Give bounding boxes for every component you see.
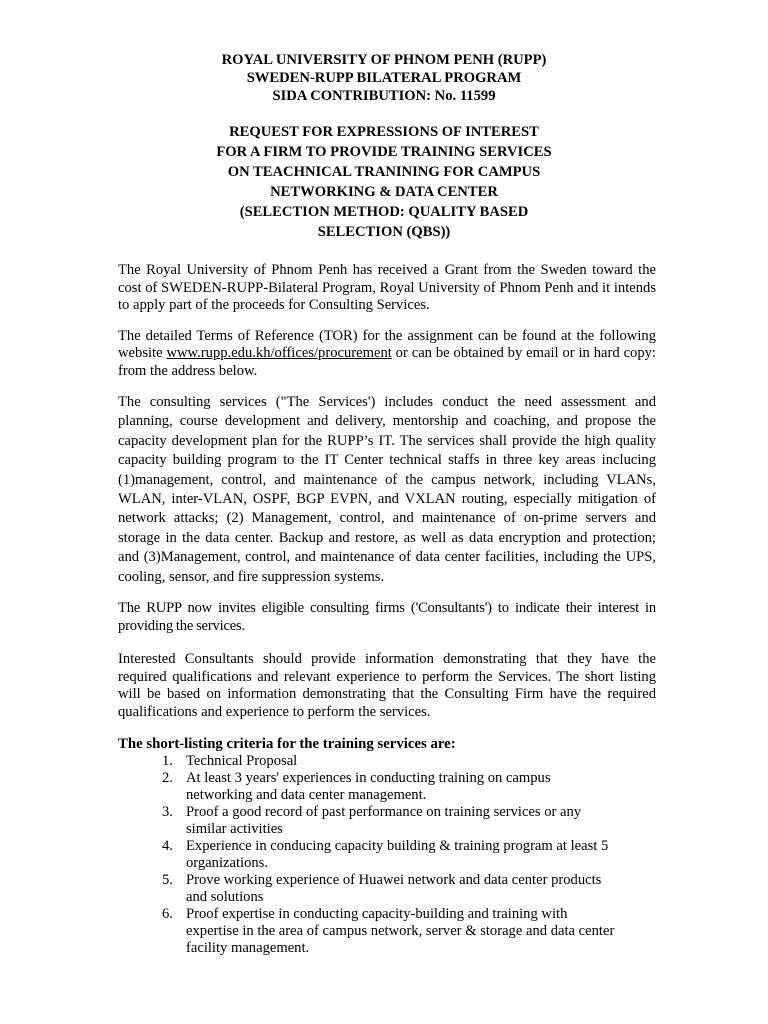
criteria-item-text: Prove working experience of Huawei network and data center products and solutions — [186, 872, 602, 906]
requirements-paragraph: Interested Consultants should provide information demonstrating that they have the required qualifications and relevant experience to perform the Services. The short listing will be based on information demonstrating that the Consulting Firm have the required qualifications and experience to perform the services. — [118, 651, 656, 720]
criteria-item — [162, 838, 616, 872]
criteria-item-text: Proof expertise in conducting capacity-building and training with expertise in the area of campus network, server & storage and data center facility management. — [186, 906, 615, 957]
criteria-item-number: 3. — [162, 804, 173, 821]
criteria-item-text: Experience in conducing capacity building & training program at least 5 organizations. — [186, 838, 609, 872]
criteria-item — [162, 770, 616, 804]
header-university-name: ROYAL UNIVERSITY OF PHNOM PENH (RUPP) — [221, 52, 547, 68]
criteria-item — [162, 804, 616, 838]
procurement-website-link[interactable]: www.rupp.edu.kh/offices/procurement — [166, 345, 392, 361]
criteria-item-text: Technical Proposal — [186, 753, 298, 770]
tor-paragraph — [118, 328, 656, 381]
title-line-4: NETWORKING & DATA CENTER — [270, 184, 498, 200]
grant-paragraph: The Royal University of Phnom Penh has received a Grant from the Sweden toward the cost of SWEDEN-RUPP-Bilateral Program, Royal University of Phnom Penh and it intends to apply part of the proceeds for Consulting Services. — [118, 262, 656, 313]
tor-text-before: The detailed Terms of Reference (TOR) for the assignment can be found at the following website — [118, 327, 656, 361]
criteria-item-number: 6. — [162, 906, 173, 923]
title-line-6: SELECTION (QBS)) — [317, 224, 451, 240]
services-paragraph: The consulting services ("The Services') includes conduct the need assessment and planning, course development and delivery, mentorship and coaching, and propose the capacity development plan for the RUPP’s IT. The services shall provide the high quality capacity building program to the IT Center technical staffs in three key areas inclucing (1)management, control, and maintenance of the campus network, including VLANs, WLAN, inter-VLAN, OSPF, BGP EVPN, and VXLAN routing, especially mitigation of network attacks; (2) Management, control, and maintenance of on-prime servers and storage in the data center. Backup and restore, as well as data encryption and protection; and (3)Management, control, and maintenance of data center facilities, including the UPS, cooling, sensor, and fire suppression systems. — [118, 394, 656, 585]
header-program-name: SWEDEN-RUPP BILATERAL PROGRAM — [246, 70, 522, 86]
title-line-5: (SELECTION METHOD: QUALITY BASED — [239, 204, 529, 220]
document-title — [0, 122, 768, 242]
document-body — [118, 262, 656, 957]
criteria-item-text: At least 3 years' experiences in conducting training on campus networking and data center management. — [186, 770, 551, 804]
document-header — [0, 51, 768, 105]
criteria-item — [162, 906, 616, 957]
criteria-item-number: 2. — [162, 770, 173, 787]
tor-text-after: or can be obtained by email or in hard copy: from the address below. — [118, 345, 656, 379]
criteria-heading: The short-listing criteria for the training services are: — [118, 736, 456, 753]
criteria-item-number: 4. — [162, 838, 173, 855]
criteria-item-text: Proof a good record of past performance on training services or any similar activities — [186, 804, 582, 838]
title-line-1: REQUEST FOR EXPRESSIONS OF INTEREST — [229, 124, 539, 140]
invitation-paragraph: The RUPP now invites eligible consulting firms ('Consultants') to indicate their interest in providing the services. — [118, 600, 656, 634]
header-contribution-number: SIDA CONTRIBUTION: No. 11599 — [272, 88, 496, 104]
criteria-list — [162, 753, 616, 957]
criteria-item-number: 1. — [162, 753, 173, 770]
title-line-2: FOR A FIRM TO PROVIDE TRAINING SERVICES — [216, 144, 552, 160]
title-line-3: ON TEACHNICAL TRANINING FOR CAMPUS — [227, 164, 541, 180]
criteria-item — [162, 872, 616, 906]
criteria-item-number: 5. — [162, 872, 173, 889]
criteria-item — [162, 753, 616, 770]
